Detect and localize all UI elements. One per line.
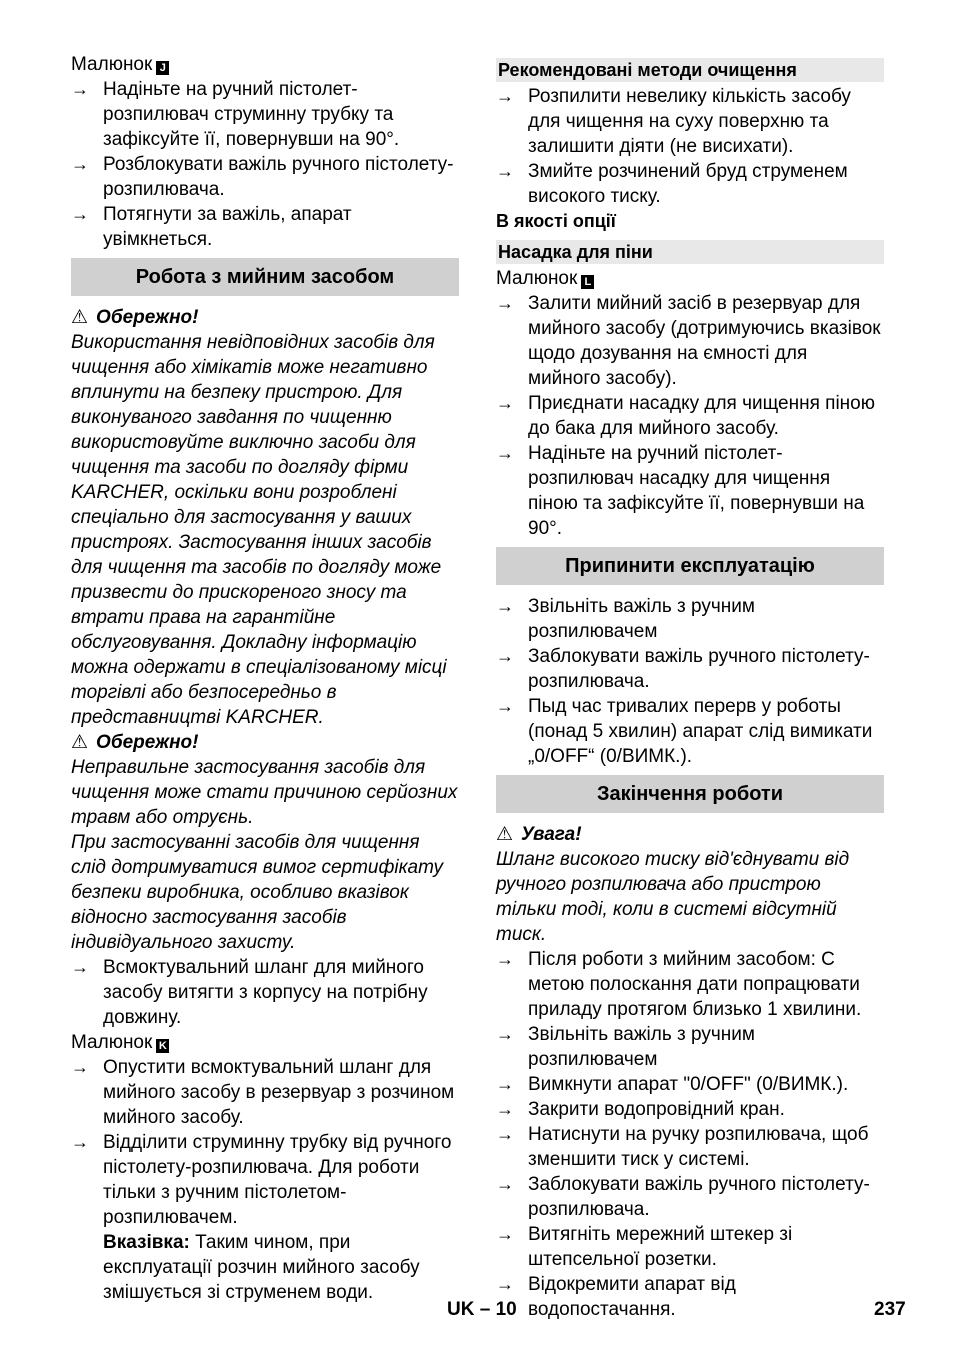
step-text: Розблокувати важіль ручного пістолету-розпилювача. [103,154,454,200]
note [71,1230,459,1305]
step-text: Звільніть важіль з ручним розпилювачем [528,1024,755,1070]
arrow-icon: → [71,79,89,99]
list-item [496,1222,884,1272]
warning-icon: ⚠ [71,732,89,753]
list-item [496,594,884,644]
list-item [496,441,884,541]
section-heading: Робота з мийним засобом [71,258,459,296]
step-text: Вимкнути апарат "0/OFF" (0/ВИМК.). [528,1074,849,1095]
arrow-icon: → [71,204,89,224]
right-column [496,52,884,1322]
arrow-icon: → [496,1024,514,1044]
figure-label: Малюнок [71,54,153,75]
step-text: Надіньте на ручний пістолет-розпилювач струминну трубку та зафіксуйте її, повернувши на 90°. [103,79,400,150]
warning-text: Неправильне застосування засобів для чищення може стати причиною серйозних травм або отруєнь. [71,757,458,828]
arrow-icon: → [496,1274,514,1294]
step-text: Заблокувати важіль ручного пістолету-розпилювача. [528,1174,870,1220]
arrow-icon: → [71,1132,89,1152]
arrow-icon: → [71,154,89,174]
warning-title [496,822,884,847]
step-text: Розпилити невелику кількість засобу для чищення на суху поверхню та залишити діяти (не висихати). [528,86,851,157]
step-text: Потягнути за важіль, апарат увімкнеться. [103,204,352,250]
list-item [496,947,884,1022]
warning-title [71,305,459,330]
option-heading: В якості опції [496,211,616,231]
section-heading: Закінчення роботи [496,775,884,813]
arrow-icon: → [496,949,514,969]
list-item [496,391,884,441]
list-item [496,1072,884,1097]
warning-label: Увага! [521,824,582,845]
list-item [496,1097,884,1122]
arrow-icon: → [496,646,514,666]
step-text: Приєднати насадку для чищення піною до бака для мийного засобу. [528,393,875,439]
list-item [496,84,884,159]
warning-label: Обережно! [96,732,199,753]
arrow-icon: → [71,1057,89,1077]
list-item [496,159,884,209]
arrow-icon: → [496,393,514,413]
arrow-icon: → [496,1074,514,1094]
warning-title [71,730,459,755]
arrow-icon: → [496,161,514,181]
figure-ref-k [71,1030,459,1055]
figure-letter-icon: K [156,1039,169,1053]
list-item [71,1055,459,1130]
list-item [71,955,459,1030]
list-item [71,1130,459,1230]
list-item [496,694,884,769]
warning-text: Шланг високого тиску від'єднувати від ручного розпилювача або пристрою тільки тоді, коли в системі відсутній тиск. [496,849,850,945]
list-item [496,291,884,391]
list-item [71,77,459,152]
arrow-icon: → [496,293,514,313]
figure-letter-icon: L [581,275,594,289]
subsection-heading: Насадка для піни [496,240,884,264]
step-text: Надіньте на ручний пістолет-розпилювач насадку для чищення піною та зафіксуйте її, повернувши на 90°. [528,443,865,539]
arrow-icon: → [496,1099,514,1119]
arrow-icon: → [496,1124,514,1144]
step-text: Змийте розчинений бруд струменем високого тиску. [528,161,848,207]
list-item [496,1172,884,1222]
list-item [496,1272,884,1322]
step-text: Витягніть мережний штекер зі штепсельної розетки. [528,1224,793,1270]
arrow-icon: → [71,957,89,977]
note-text: Таким чином, при експлуатації розчин мийного засобу змішується зі струменем води. [103,1232,420,1303]
step-text: Відділити струминну трубку від ручного пістолету-розпилювача. Для роботи тільки з ручним пістолетом-розпилювачем. [103,1132,452,1228]
section-heading: Припинити експлуатацію [496,547,884,585]
footer-section-label: UK – 10 [447,1299,517,1320]
warning-text: При застосуванні засобів для чищення слід дотримуватися вимог сертифікату безпеки виробника, особливо вказівок відносно застосування засобів індивідуального захисту. [71,832,444,953]
figure-label: Малюнок [71,1032,153,1053]
arrow-icon: → [496,443,514,463]
step-text: Всмоктувальний шланг для мийного засобу витягти з корпусу на потрібну довжину. [103,957,428,1028]
step-text: Заблокувати важіль ручного пістолету-розпилювача. [528,646,870,692]
left-column [71,52,459,1305]
step-text: Після роботи з мийним засобом: С метою полоскання дати попрацювати приладу протягом близько 1 хвилини. [528,949,862,1020]
arrow-icon: → [496,696,514,716]
warning-label: Обережно! [96,307,199,328]
figure-letter-icon: J [156,61,169,75]
arrow-icon: → [496,86,514,106]
step-text: Пыд час тривалих перерв у роботы (понад 5 хвилин) апарат слід вимикати „0/OFF“ (0/ВИМК.). [528,696,873,767]
figure-ref-j [71,52,459,77]
step-text: Опустити всмоктувальний шланг для мийного засобу в резервуар з розчином мийного засобу. [103,1057,455,1128]
arrow-icon: → [496,1224,514,1244]
step-text: Залити мийний засіб в резервуар для мийного засобу (дотримуючись вказівок щодо дозування на ємності для мийного засобу). [528,293,881,389]
list-item [496,1122,884,1172]
arrow-icon: → [496,1174,514,1194]
page-number: 237 [874,1299,906,1320]
list-item [496,644,884,694]
figure-label: Малюнок [496,268,578,289]
list-item [71,152,459,202]
warning-text: Використання невідповідних засобів для чищення або хімікатів може негативно вплинути на безпеку пристрою. Для виконуваного завдання по чищенню використовуйте виключно засоби для чищення та засоби по догляду фірми KARCHER, оскільки вони розроблені спеціально для застосування у ваших пристроях. Застосування інших засобів для чищення та засобів по догляду може призвести до прискореного зносу та втрати права на гарантійне обслуговування. Докладну інформацію можна одержати в спеціалізованому місці торгівлі або безпосередньо в представництві KARCHER. [71,332,447,728]
note-label: Вказівка: [103,1232,190,1253]
subsection-heading: Рекомендовані методи очищення [496,58,884,82]
step-text: Звільніть важіль з ручним розпилювачем [528,596,755,642]
warning-icon: ⚠ [496,824,514,845]
list-item [496,1022,884,1072]
arrow-icon: → [496,596,514,616]
step-text: Натиснути на ручку розпилювача, щоб зменшити тиск у системі. [528,1124,869,1170]
step-text: Відокремити апарат від водопостачання. [528,1274,736,1320]
warning-icon: ⚠ [71,307,89,328]
step-text: Закрити водопровідний кран. [528,1099,785,1120]
list-item [71,202,459,252]
figure-ref-l [496,266,884,291]
